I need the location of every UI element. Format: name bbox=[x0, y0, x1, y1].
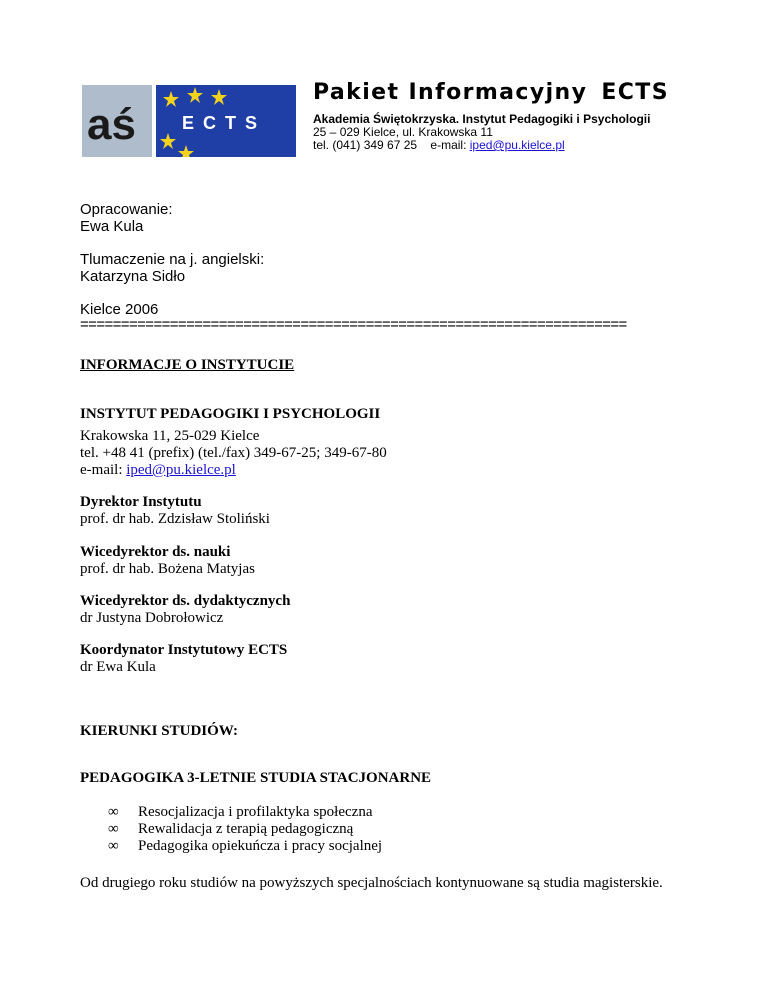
person-name: prof. dr hab. Bożena Matyjas bbox=[80, 561, 255, 577]
ects-logo bbox=[82, 85, 296, 157]
institution-name: INSTYTUT PEDAGOGIKI I PSYCHOLOGII bbox=[80, 406, 381, 422]
specializations-list bbox=[108, 804, 382, 855]
section-heading-institution: INFORMACJE O INSTYTUCIE bbox=[80, 357, 295, 373]
person-role: Wicedyrektor ds. nauki bbox=[80, 544, 231, 560]
svg-text:aś: aś bbox=[87, 100, 136, 149]
list-item bbox=[108, 804, 382, 821]
separator-line: =================================================================== bbox=[80, 316, 627, 333]
prepared-label: Opracowanie: bbox=[80, 201, 173, 218]
header-email-link[interactable]: iped@pu.kielce.pl bbox=[469, 138, 565, 152]
header-address: 25 – 029 Kielce, ul. Krakowska 11 bbox=[313, 125, 493, 139]
list-item bbox=[108, 838, 382, 855]
title-main: Pakiet Informacyjny bbox=[313, 80, 588, 105]
institution-email-line bbox=[80, 462, 236, 479]
header-contact-prefix: tel. (041) 349 67 25 e-mail: bbox=[313, 138, 470, 152]
translation-name: Katarzyna Sidło bbox=[80, 268, 186, 285]
header-institution: Akademia Świętokrzyska. Instytut Pedagogiki i Psychologii bbox=[313, 112, 651, 126]
infinity-bullet-icon: ∞ bbox=[108, 804, 119, 820]
title-ects: ECTS bbox=[601, 80, 669, 105]
institution-address: Krakowska 11, 25-029 Kielce bbox=[80, 428, 260, 444]
institution-email-link[interactable]: iped@pu.kielce.pl bbox=[126, 462, 236, 478]
institution-email-prefix: e-mail: bbox=[80, 462, 127, 478]
svg-text:E C T S: E C T S bbox=[182, 113, 260, 133]
studies-heading: KIERUNKI STUDIÓW: bbox=[80, 723, 238, 739]
prepared-name: Ewa Kula bbox=[80, 218, 144, 235]
program-title: PEDAGOGIKA 3-LETNIE STUDIA STACJONARNE bbox=[80, 770, 432, 786]
list-item bbox=[108, 821, 382, 838]
person-name: dr Justyna Dobrołowicz bbox=[80, 610, 224, 626]
specialization-label: Rewalidacja z terapią pedagogiczną bbox=[138, 821, 354, 837]
person-name: dr Ewa Kula bbox=[80, 659, 156, 675]
infinity-bullet-icon: ∞ bbox=[108, 838, 119, 854]
specialization-label: Resocjalizacja i profilaktyka społeczna bbox=[138, 804, 373, 820]
person-role: Koordynator Instytutowy ECTS bbox=[80, 642, 288, 658]
institution-phone: tel. +48 41 (prefix) (tel./fax) 349-67-25; 349-67-80 bbox=[80, 445, 387, 461]
place-year: Kielce 2006 bbox=[80, 301, 159, 318]
translation-label: Tlumaczenie na j. angielski: bbox=[80, 251, 265, 268]
person-name: prof. dr hab. Zdzisław Stoliński bbox=[80, 511, 270, 527]
studies-note: Od drugiego roku studiów na powyższych specjalnościach kontynuowane są studia magisterskie. bbox=[80, 875, 663, 891]
document-title bbox=[313, 80, 669, 105]
infinity-bullet-icon: ∞ bbox=[108, 821, 119, 837]
specialization-label: Pedagogika opiekuńcza i pracy socjalnej bbox=[138, 838, 383, 854]
person-role: Wicedyrektor ds. dydaktycznych bbox=[80, 593, 291, 609]
person-role: Dyrektor Instytutu bbox=[80, 494, 202, 510]
header-contact bbox=[313, 138, 565, 152]
